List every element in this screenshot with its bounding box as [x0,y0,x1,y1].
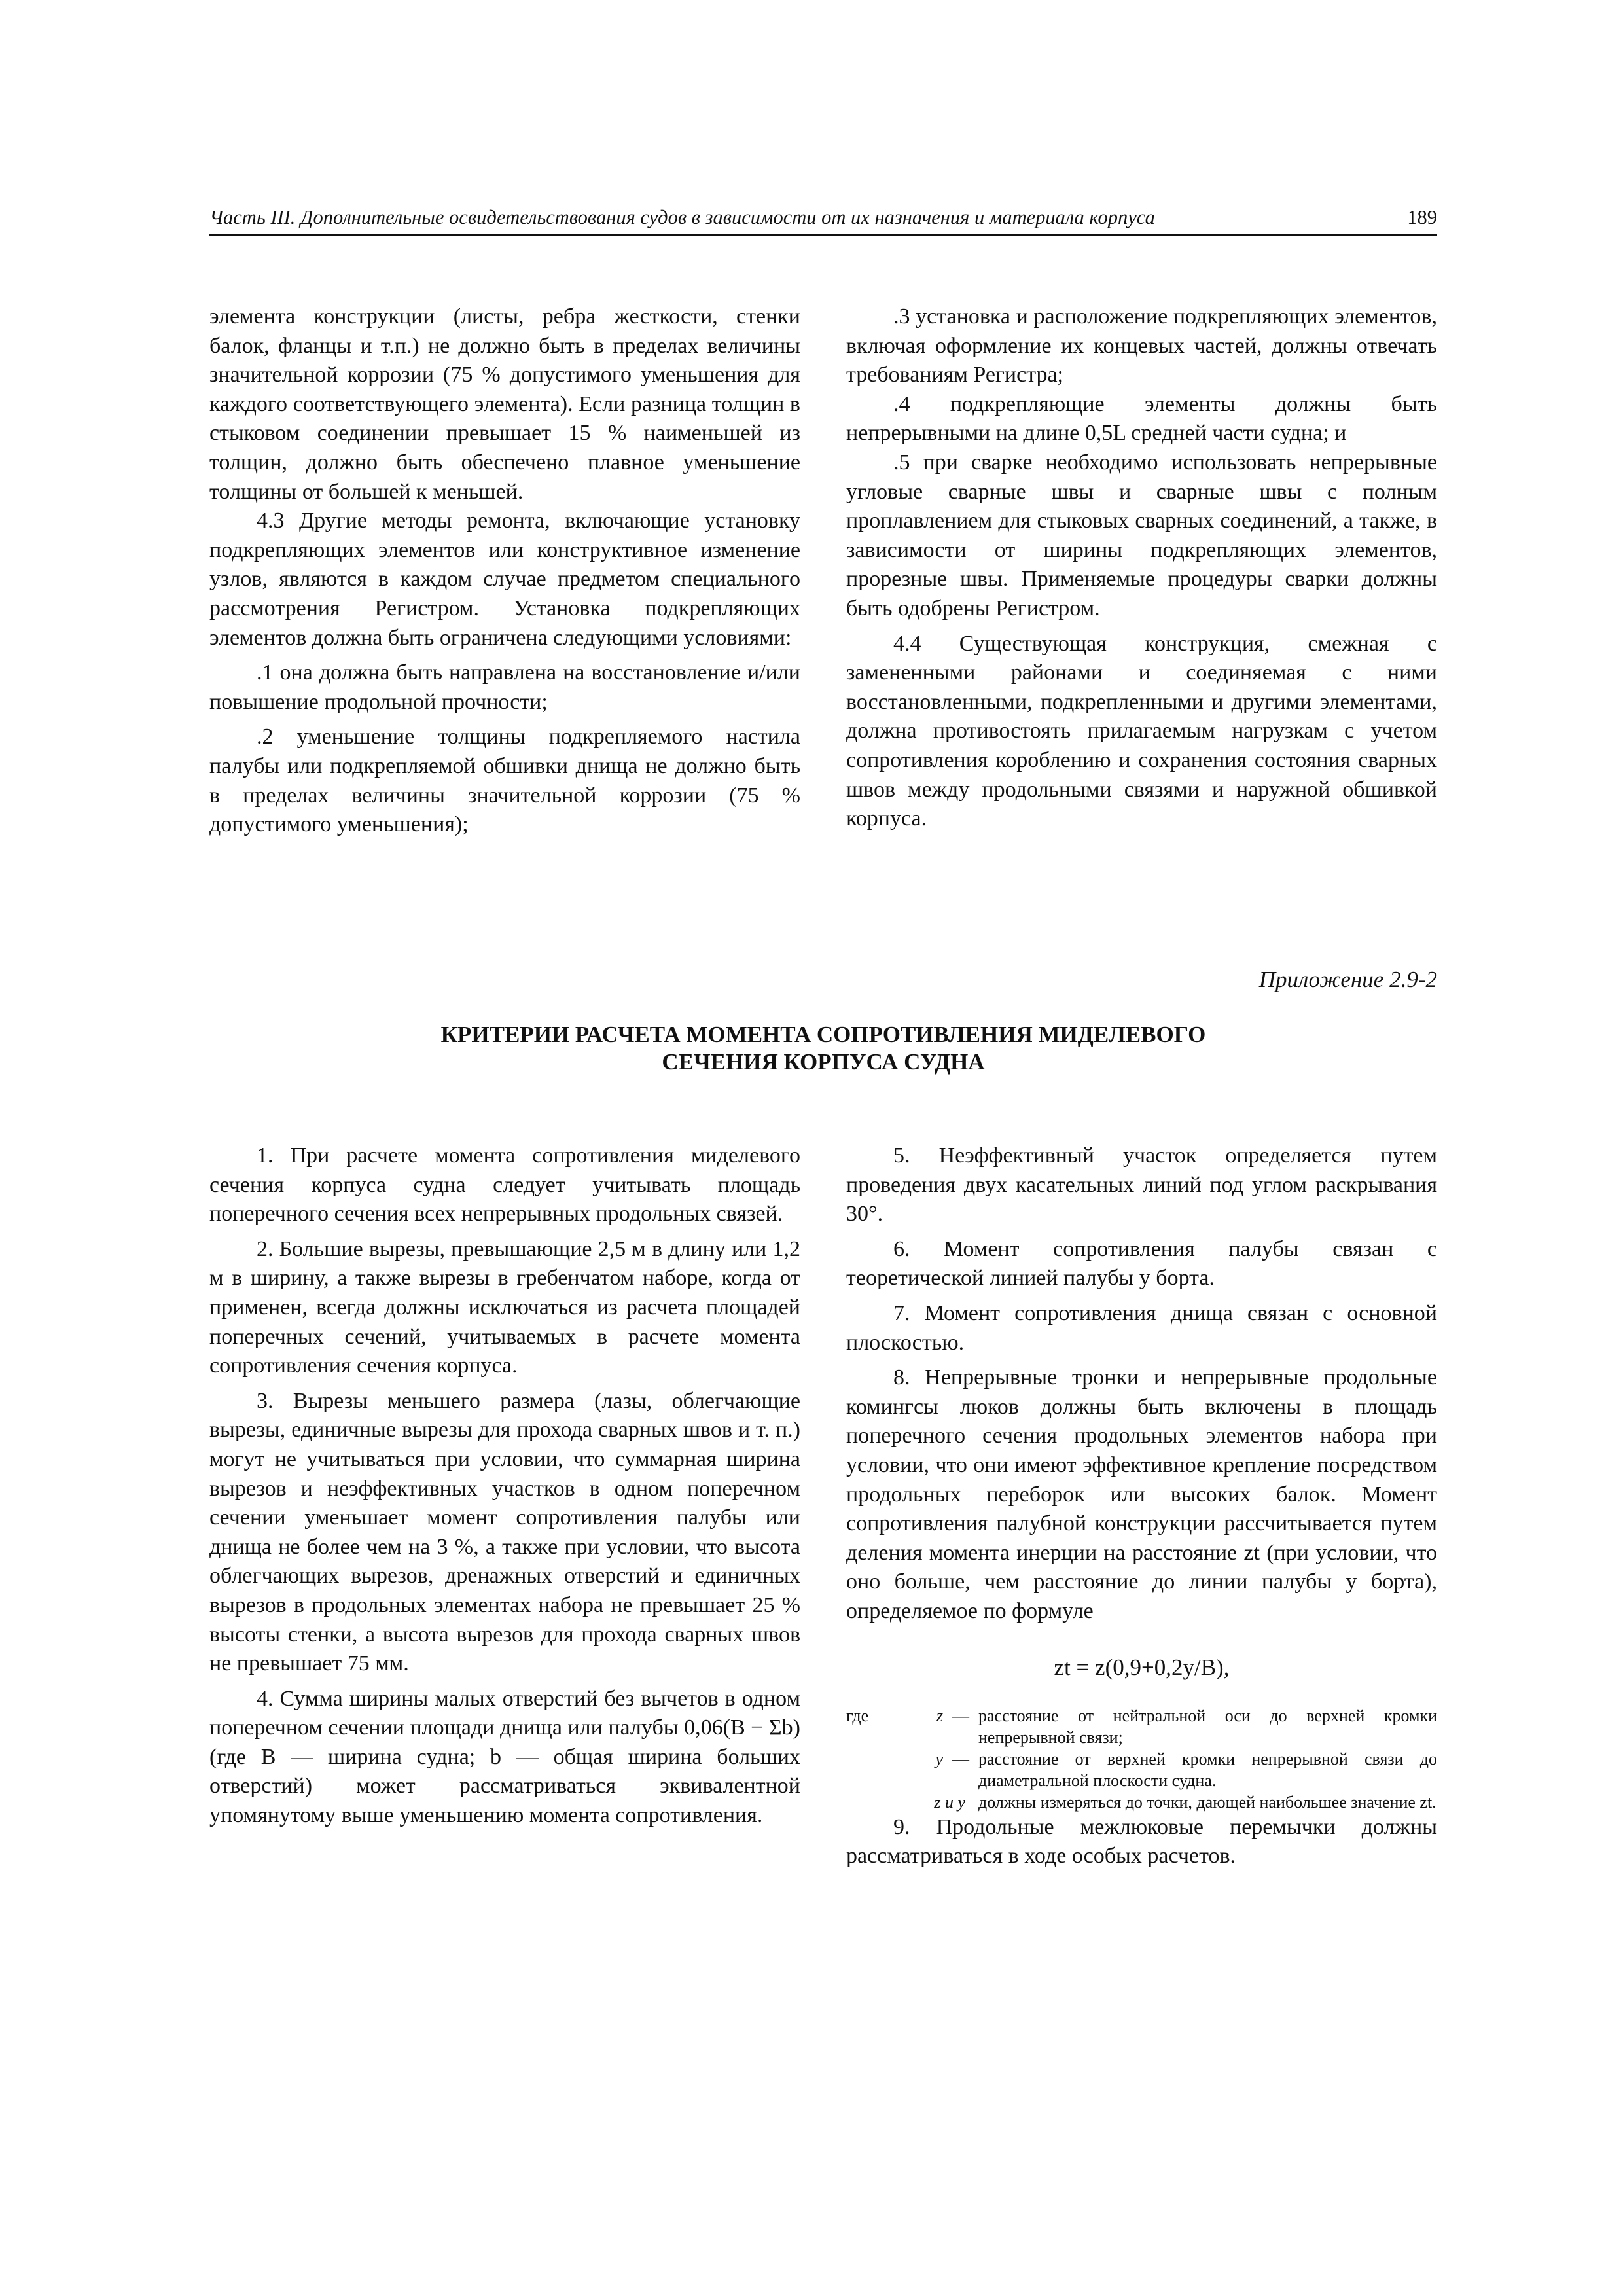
paragraph: .3 установка и расположение подкрепляющих элементов, включая оформление их концевых частей, должны отвечать требованиям Регистра; [846,304,1437,387]
numbered-paragraph: 2. Большие вырезы, превышающие 2,5 м в длину или 1,2 м в ширину, а также вырезы в гребенчатом наборе, когда от применен, всегда должны исключаться из расчета площадей поперечных сечений, учитываемых в расчете момента сопротивления сечения корпуса. [209,1236,800,1378]
paragraph: 4.4 Существующая конструкция, смежная с замененными районами и соединяемая с ними восстановленными, подкрепленными и другими элементами, должна противостоять прилагаемым нагрузкам с учетом сопротивления короблению и сохранения состояния сварных швов между продольными связями и наружной обшивкой корпуса. [846,631,1437,831]
formula-legend [846,1705,1437,1813]
legend-row [846,1791,1437,1813]
legend-row [846,1705,1437,1748]
paragraph: 4.3 Другие методы ремонта, включающие установку подкрепляющих элементов или конструктивное изменение узлов, являются в каждом случае предметом специального рассмотрения Регистром. Установка подкрепляющих элементов должна быть ограничена следующими условиями: [209,509,800,650]
paragraph: элемента конструкции (листы, ребра жесткости, стенки балок, фланцы и т.п.) не должно быть в пределах величины значительной коррозии (75 % допустимого уменьшения для каждого соответствующего элемента). Если разница толщин в стыковом соединении превышает 15 % наименьшей из толщин, должно быть обеспечено плавное уменьшение толщины от большей к меньшей. [209,304,800,504]
legend-symbol: z и y [934,1792,965,1812]
numbered-paragraph: 3. Вырезы меньшего размера (лазы, облегчающие вырезы, единичные вырезы для прохода сварных швов и т. п.) могут не учитываться при условии, что суммарная ширина вырезов и неэффективных участков в одном поперечном сечении уменьшает момент сопротивления палубы или днища не более чем на 3 %, а также при условии, что высота облегчающих вырезов, дренажных отверстий и единичных вырезов в продольных элементах набора не превышает 25 % высоты стенки, а высота вырезов для прохода сварных швов не превышает 75 мм. [209,1388,800,1676]
running-header [209,204,1437,236]
appendix-label: Приложение 2.9-2 [1258,967,1437,992]
legend-text: расстояние от верхней кромки непрерывной связи до диаметральной плоскости судна. [978,1749,1437,1790]
top-text-columns [209,302,1437,840]
legend-symbol: z [936,1706,943,1725]
paragraph: .1 она должна быть направлена на восстановление и/или повышение продольной прочности; [209,660,800,714]
running-header-title: Часть III. Дополнительные освидетельствования судов в зависимости от их назначения и материала корпуса [209,206,1155,228]
legend-row [846,1748,1437,1791]
bottom-right-column [846,1141,1437,1871]
paragraph: .2 уменьшение толщины подкрепляемого настила палубы или подкрепляемой обшивки днища не должно быть в пределах величины значительной коррозии (75 % допустимого уменьшения); [209,725,800,837]
legend-symbol: y [935,1749,943,1768]
legend-text: должны измеряться до точки, дающей наибольшее значение zt. [978,1792,1436,1812]
bottom-text-columns [209,1141,1437,1871]
top-right-column [846,302,1437,840]
numbered-paragraph: 8. Непрерывные тронки и непрерывные продольные комингсы люков должны быть включены в площадь поперечного сечения продольных элементов набора при условии, что они имеют эффективное крепление посредством продольных переборок или высоких балок. Момент сопротивления палубной конструкции рассчитывается путем деления момента инерции на расстояние zt (при условии, что оно больше, чем расстояние до линии палубы у борта), определяемое по формуле [846,1365,1437,1623]
legend-lead: где [846,1706,869,1725]
section-title [209,1021,1437,1076]
section-title-line: СЕЧЕНИЯ КОРПУСА СУДНА [662,1049,985,1075]
legend-dash: — [952,1749,969,1768]
legend-text: расстояние от нейтральной оси до верхней кромки непрерывной связи; [978,1706,1437,1747]
numbered-paragraph: 5. Неэффективный участок определяется путем проведения двух касательных линий под углом раскрывания 30°. [846,1143,1437,1227]
formula: zt = z(0,9+0,2y/B), [1054,1654,1230,1680]
legend-dash: — [952,1706,969,1725]
numbered-paragraph: 1. При расчете момента сопротивления миделевого сечения корпуса судна следует учитывать площадь поперечного сечения всех непрерывных продольных связей. [209,1143,800,1227]
paragraph: .4 подкрепляющие элементы должны быть непрерывными на длине 0,5L средней части судна; и [846,391,1437,446]
numbered-paragraph: 7. Момент сопротивления днища связан с основной плоскостью. [846,1300,1437,1355]
bottom-left-column [209,1141,800,1871]
numbered-paragraph: 9. Продольные межлюковые перемычки должны рассматриваться в ходе особых расчетов. [846,1814,1437,1869]
section-title-line: КРИТЕРИИ РАСЧЕТА МОМЕНТА СОПРОТИВЛЕНИЯ МИДЕЛЕВОГО [440,1022,1206,1047]
numbered-paragraph: 4. Сумма ширины малых отверстий без вычетов в одном поперечном сечении площади днища или палубы 0,06(B − Σb) (где B — ширина судна; b — общая ширина больших отверстий) может рассматриваться эквивалентной упомянутому выше уменьшению момента сопротивления. [209,1686,801,1828]
page-number: 189 [1407,206,1437,228]
numbered-paragraph: 6. Момент сопротивления палубы связан с теоретической линией палубы у борта. [846,1236,1437,1291]
top-left-column [209,302,800,840]
paragraph: .5 при сварке необходимо использовать непрерывные угловые сварные швы и сварные швы с полным проплавлением для стыковых сварных соединений, а также, в зависимости от ширины подкрепляющих элементов, прорезные швы. Применяемые процедуры сварки должны быть одобрены Регистром. [846,450,1437,620]
